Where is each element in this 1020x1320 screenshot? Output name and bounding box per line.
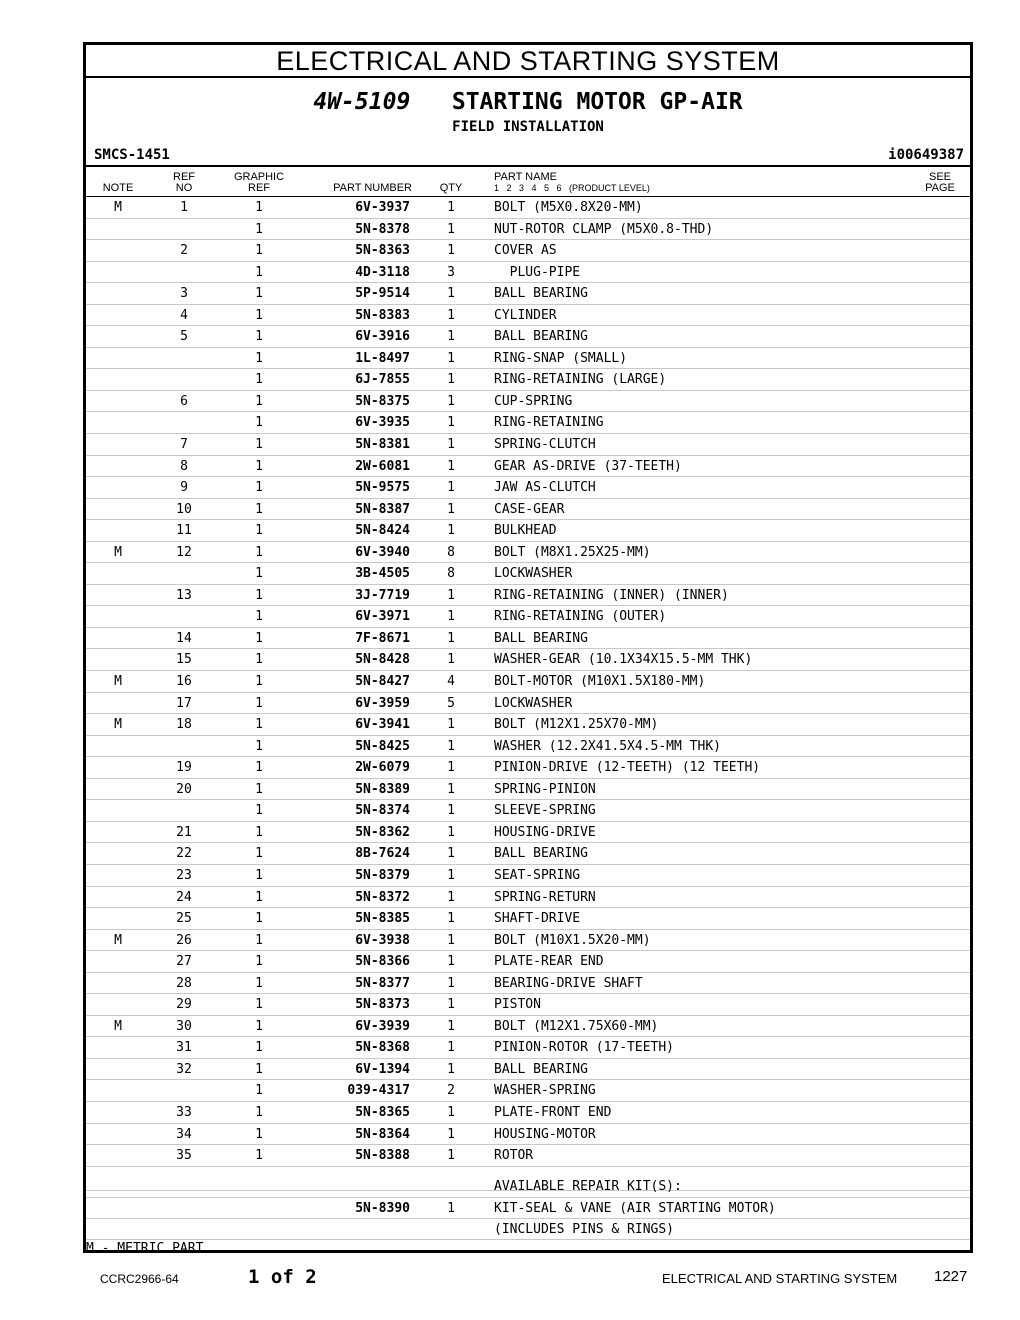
graphic-ref-cell: 1 (255, 200, 263, 215)
group-name: STARTING MOTOR GP-AIR (451, 89, 743, 115)
part-number-cell: 6J-7855 (355, 372, 410, 388)
part-name-cell: PINION-DRIVE (12-TEETH) (12 TEETH) (494, 760, 761, 776)
graphic-ref-cell: 1 (255, 350, 263, 366)
footer-page-number: 1227 (934, 1268, 968, 1285)
part-number-cell: 5N-8383 (355, 307, 410, 323)
part-name-cell: BOLT-MOTOR (M10X1.5X180-MM) (494, 674, 706, 690)
ref-no-cell: 28 (176, 975, 192, 991)
ref-no-cell: 29 (176, 997, 192, 1013)
illustration-id: i00649387 (888, 147, 964, 163)
table-row (86, 585, 970, 607)
ref-no-cell: 16 (176, 674, 192, 690)
part-number-cell: 6V-1394 (355, 1061, 410, 1077)
part-number-cell: 5N-8385 (355, 911, 410, 927)
qty-cell: 1 (447, 1148, 455, 1164)
part-name-cell: CUP-SPRING (494, 393, 573, 409)
part-number-cell: 6V-3971 (355, 609, 410, 625)
part-number-cell: 5P-9514 (355, 286, 410, 302)
part-number-cell: 5N-8427 (355, 674, 410, 690)
graphic-ref-cell: 1 (255, 911, 263, 927)
footer-doc-code: CCRC2966-64 (100, 1272, 179, 1286)
table-row (86, 412, 970, 434)
part-number-cell: 5N-8362 (355, 824, 410, 840)
qty-cell: 1 (447, 803, 455, 819)
ref-no-cell: 17 (176, 695, 192, 711)
col-header-qty: QTY (439, 182, 463, 194)
part-number-cell: 039-4317 (347, 1083, 410, 1099)
qty-cell: 1 (447, 652, 455, 668)
part-name-cell: GEAR AS-DRIVE (37-TEETH) (494, 458, 682, 474)
part-name-cell: ROTOR (494, 1148, 534, 1164)
ref-no-cell: 7 (180, 437, 188, 453)
table-row (86, 240, 970, 262)
qty-cell: 1 (447, 1126, 455, 1142)
graphic-ref-cell: 1 (255, 609, 263, 625)
qty-cell: 1 (447, 717, 455, 733)
part-number-cell: 3B-4505 (355, 566, 410, 582)
part-number-cell: 2W-6079 (355, 760, 410, 776)
qty-cell: 1 (447, 975, 455, 991)
ref-no-cell: 15 (176, 652, 192, 668)
table-row (86, 326, 970, 348)
qty-cell: 1 (447, 587, 455, 603)
graphic-ref-cell: 1 (255, 437, 263, 453)
part-name-cell: BALL BEARING (494, 286, 588, 302)
graphic-ref-cell: 1 (255, 1040, 263, 1056)
part-name-cell: RING-SNAP (SMALL) (494, 350, 628, 366)
qty-cell: 8 (447, 566, 455, 582)
table-row (86, 305, 970, 327)
ref-no-cell: 25 (176, 911, 192, 927)
table-row (86, 822, 970, 844)
part-number-cell: 5N-8425 (355, 738, 410, 754)
col-header-ref: REF NO (173, 171, 195, 194)
table-row (86, 391, 970, 413)
table-row (86, 649, 970, 671)
ref-no-cell: 14 (176, 630, 192, 646)
part-number-cell: 5N-8387 (355, 501, 410, 517)
graphic-ref-cell: 1 (255, 975, 263, 991)
part-number-cell: 5N-8372 (355, 889, 410, 905)
ref-no-cell: 19 (176, 760, 192, 776)
graphic-ref-cell: 1 (255, 415, 263, 431)
part-name-cell: HOUSING-MOTOR (494, 1126, 596, 1142)
col-header-note: NOTE (102, 182, 134, 194)
note-cell: M (114, 717, 122, 733)
table-row (86, 994, 970, 1016)
graphic-ref-cell: 1 (255, 480, 263, 496)
repair-kit-row (86, 1198, 970, 1219)
part-name-cell: PLATE-FRONT END (494, 1104, 612, 1120)
qty-cell: 1 (447, 997, 455, 1013)
part-number-cell: 5N-8424 (355, 523, 410, 539)
col-header-part-number: PART NUMBER (333, 182, 412, 194)
table-row (86, 219, 970, 241)
graphic-ref-cell: 1 (255, 760, 263, 776)
part-name-cell: RING-RETAINING (LARGE) (494, 372, 667, 388)
product-level-label: 1 2 3 4 5 6 (PRODUCT LEVEL) (494, 183, 650, 193)
table-row (86, 477, 970, 499)
ref-no-cell: 12 (176, 544, 192, 560)
graphic-ref-cell: 1 (255, 932, 263, 948)
graphic-ref-cell: 1 (255, 243, 263, 259)
qty-cell: 1 (447, 501, 455, 517)
part-name-cell: SLEEVE-SPRING (494, 803, 596, 819)
part-number-cell: 8B-7624 (355, 846, 410, 862)
part-number-cell: 5N-8365 (355, 1104, 410, 1120)
qty-cell: 1 (447, 609, 455, 625)
part-name-cell: RING-RETAINING (494, 415, 604, 431)
parts-list-frame (83, 42, 973, 1256)
ref-no-cell: 9 (180, 480, 188, 496)
graphic-ref-cell: 1 (255, 846, 263, 862)
qty-cell: 1 (447, 372, 455, 388)
qty-cell: 1 (447, 1104, 455, 1120)
table-row (86, 843, 970, 865)
table-row (86, 930, 970, 952)
qty-cell: 1 (447, 867, 455, 883)
table-row (86, 520, 970, 542)
table-row (86, 693, 970, 715)
part-name-cell: SPRING-PINION (494, 781, 596, 797)
table-row (86, 369, 970, 391)
table-row (86, 283, 970, 305)
part-name-cell: NUT-ROTOR CLAMP (M5X0.8-THD) (494, 221, 714, 237)
qty-cell: 1 (447, 781, 455, 797)
col-header-see-page: SEE PAGE (925, 171, 955, 194)
table-row (86, 973, 970, 995)
qty-cell: 1 (447, 200, 455, 215)
table-row (86, 1080, 970, 1102)
part-number-cell: 5N-8375 (355, 393, 410, 409)
graphic-ref-cell: 1 (255, 544, 263, 560)
table-row (86, 951, 970, 973)
qty-cell: 1 (447, 221, 455, 237)
graphic-ref-cell: 1 (255, 674, 263, 690)
qty-cell: 1 (447, 911, 455, 927)
table-row (86, 628, 970, 650)
table-row (86, 434, 970, 456)
graphic-ref-cell: 1 (255, 587, 263, 603)
part-name-cell: HOUSING-DRIVE (494, 824, 596, 840)
ref-no-cell: 34 (176, 1126, 192, 1142)
qty-cell: 1 (447, 760, 455, 776)
col-header-graphic-ref: GRAPHIC REF (233, 171, 285, 194)
graphic-ref-cell: 1 (255, 1083, 263, 1099)
part-name-cell: SPRING-RETURN (494, 889, 596, 905)
table-row (86, 1059, 970, 1081)
part-number-cell: 5N-8379 (355, 867, 410, 883)
qty-cell: 4 (447, 674, 455, 690)
ref-no-cell: 5 (180, 329, 188, 345)
part-name-cell: SPRING-CLUTCH (494, 437, 596, 453)
graphic-ref-cell: 1 (255, 458, 263, 474)
part-number-cell: 6V-3939 (355, 1018, 410, 1034)
qty-cell: 3 (447, 264, 455, 280)
qty-cell: 1 (447, 932, 455, 948)
part-number-cell: 5N-8388 (355, 1148, 410, 1164)
table-row (86, 779, 970, 801)
part-name-cell: BALL BEARING (494, 846, 588, 862)
ref-no-cell: 21 (176, 824, 192, 840)
ref-no-cell: 18 (176, 717, 192, 733)
repair-kit-part-number: 5N-8390 (355, 1201, 410, 1216)
qty-cell: 8 (447, 544, 455, 560)
graphic-ref-cell: 1 (255, 717, 263, 733)
part-number-cell: 6V-3937 (355, 200, 410, 215)
part-name-cell: SEAT-SPRING (494, 867, 581, 883)
graphic-ref-cell: 1 (255, 1018, 263, 1034)
part-name-cell: PINION-ROTOR (17-TEETH) (494, 1040, 675, 1056)
ref-no-cell: 11 (176, 523, 192, 539)
ref-no-cell: 26 (176, 932, 192, 948)
qty-cell: 1 (447, 415, 455, 431)
graphic-ref-cell: 1 (255, 867, 263, 883)
table-row (86, 757, 970, 779)
graphic-ref-cell: 1 (255, 738, 263, 754)
graphic-ref-cell: 1 (255, 221, 263, 237)
part-number-cell: 6V-3916 (355, 329, 410, 345)
graphic-ref-cell: 1 (255, 997, 263, 1013)
table-row (86, 671, 970, 693)
part-name-cell: LOCKWASHER (494, 695, 573, 711)
part-number-cell: 5N-8389 (355, 781, 410, 797)
part-name-cell: CYLINDER (494, 307, 557, 323)
graphic-ref-cell: 1 (255, 954, 263, 970)
part-number-cell: 5N-9575 (355, 480, 410, 496)
ref-no-cell: 8 (180, 458, 188, 474)
graphic-ref-cell: 1 (255, 393, 263, 409)
parts-table-body (86, 197, 970, 1167)
note-cell: M (114, 674, 122, 690)
qty-cell: 1 (447, 393, 455, 409)
graphic-ref-cell: 1 (255, 286, 263, 302)
qty-cell: 1 (447, 1040, 455, 1056)
part-number-cell: 5N-8364 (355, 1126, 410, 1142)
ref-no-cell: 20 (176, 781, 192, 797)
graphic-ref-cell: 1 (255, 329, 263, 345)
ref-no-cell: 1 (180, 200, 188, 215)
ref-no-cell: 4 (180, 307, 188, 323)
ref-no-cell: 24 (176, 889, 192, 905)
repair-kit-heading: AVAILABLE REPAIR KIT(S): (494, 1179, 682, 1194)
part-name-cell: BOLT (M12X1.75X60-MM) (494, 1018, 659, 1034)
ref-no-cell: 35 (176, 1148, 192, 1164)
smcs-code: SMCS-1451 (94, 147, 170, 163)
part-number-cell: 4D-3118 (355, 264, 410, 280)
table-row (86, 1145, 970, 1167)
part-name-cell: RING-RETAINING (INNER) (INNER) (494, 587, 729, 603)
part-name-cell: BOLT (M8X1.25X25-MM) (494, 544, 651, 560)
ref-no-cell: 3 (180, 286, 188, 302)
repair-kit-includes: (INCLUDES PINS & RINGS) (494, 1222, 675, 1237)
note-cell: M (114, 544, 122, 560)
part-name-cell: BALL BEARING (494, 1061, 588, 1077)
part-name-cell: JAW AS-CLUTCH (494, 480, 596, 496)
graphic-ref-cell: 1 (255, 523, 263, 539)
footer-section-name: ELECTRICAL AND STARTING SYSTEM (662, 1271, 898, 1286)
part-number-cell: 2W-6081 (355, 458, 410, 474)
part-number-cell: 5N-8363 (355, 243, 410, 259)
graphic-ref-cell: 1 (255, 1126, 263, 1142)
qty-cell: 1 (447, 243, 455, 259)
part-name-cell: BALL BEARING (494, 329, 588, 345)
col-header-part-name: PART NAME 1 2 3 4 5 6 (PRODUCT LEVEL) (494, 171, 650, 193)
part-name-cell: BALL BEARING (494, 630, 588, 646)
group-number: 4W-5109 (313, 89, 411, 115)
qty-cell: 1 (447, 458, 455, 474)
table-row (86, 908, 970, 930)
qty-cell: 1 (447, 286, 455, 302)
table-row (86, 736, 970, 758)
graphic-ref-cell: 1 (255, 307, 263, 323)
table-row (86, 499, 970, 521)
part-name-cell: WASHER-SPRING (494, 1083, 596, 1099)
metric-part-note: M - METRIC PART (86, 1241, 204, 1256)
qty-cell: 1 (447, 1018, 455, 1034)
graphic-ref-cell: 1 (255, 372, 263, 388)
part-number-cell: 5N-8368 (355, 1040, 410, 1056)
graphic-ref-cell: 1 (255, 264, 263, 280)
footer-page-of: 1 of 2 (248, 1266, 317, 1288)
ref-no-cell: 30 (176, 1018, 192, 1034)
part-number-cell: 5N-8374 (355, 803, 410, 819)
part-name-cell: COVER AS (494, 243, 557, 259)
part-number-cell: 5N-8428 (355, 652, 410, 668)
qty-cell: 5 (447, 695, 455, 711)
table-row (86, 1124, 970, 1146)
repair-kit-heading-row (86, 1170, 970, 1194)
part-name-cell: WASHER (12.2X41.5X4.5-MM THK) (494, 738, 721, 754)
qty-cell: 1 (447, 307, 455, 323)
part-name-cell: WASHER-GEAR (10.1X34X15.5-MM THK) (494, 652, 753, 668)
section-title: ELECTRICAL AND STARTING SYSTEM (86, 45, 970, 78)
part-number-cell: 5N-8373 (355, 997, 410, 1013)
table-row (86, 1102, 970, 1124)
table-row (86, 800, 970, 822)
qty-cell: 1 (447, 846, 455, 862)
ref-no-cell: 23 (176, 867, 192, 883)
table-row (86, 542, 970, 564)
ref-no-cell: 2 (180, 243, 188, 259)
group-heading (86, 89, 970, 115)
ref-no-cell: 10 (176, 501, 192, 517)
part-name-cell: PLUG-PIPE (494, 264, 581, 280)
qty-cell: 1 (447, 350, 455, 366)
part-number-cell: 7F-8671 (355, 630, 410, 646)
ref-no-cell: 22 (176, 846, 192, 862)
graphic-ref-cell: 1 (255, 566, 263, 582)
repair-kit-includes-row (86, 1219, 970, 1240)
repair-kit-name: KIT-SEAL & VANE (AIR STARTING MOTOR) (494, 1201, 776, 1216)
qty-cell: 1 (447, 738, 455, 754)
qty-cell: 1 (447, 1061, 455, 1077)
part-number-cell: 6V-3938 (355, 932, 410, 948)
graphic-ref-cell: 1 (255, 781, 263, 797)
ref-no-cell: 33 (176, 1104, 192, 1120)
graphic-ref-cell: 1 (255, 1148, 263, 1164)
table-row (86, 348, 970, 370)
ref-no-cell: 13 (176, 587, 192, 603)
part-name-cell: BULKHEAD (494, 523, 557, 539)
table-row (86, 887, 970, 909)
part-number-cell: 6V-3959 (355, 695, 410, 711)
table-row (86, 714, 970, 736)
qty-cell: 2 (447, 1083, 455, 1099)
qty-cell: 1 (447, 630, 455, 646)
part-number-cell: 5N-8378 (355, 221, 410, 237)
part-name-cell: CASE-GEAR (494, 501, 565, 517)
part-number-cell: 6V-3935 (355, 415, 410, 431)
header-rule (86, 165, 970, 167)
graphic-ref-cell: 1 (255, 652, 263, 668)
qty-cell: 1 (447, 824, 455, 840)
table-row (86, 456, 970, 478)
qty-cell: 1 (447, 889, 455, 905)
part-number-cell: 6V-3940 (355, 544, 410, 560)
repair-kit-qty: 1 (447, 1201, 455, 1216)
repair-kit-section (86, 1170, 970, 1240)
table-row (86, 197, 970, 219)
ref-no-cell: 31 (176, 1040, 192, 1056)
graphic-ref-cell: 1 (255, 1104, 263, 1120)
ref-no-cell: 27 (176, 954, 192, 970)
part-name-cell: PLATE-REAR END (494, 954, 604, 970)
ref-no-cell: 32 (176, 1061, 192, 1077)
part-name-cell: BOLT (M5X0.8X20-MM) (494, 200, 643, 215)
graphic-ref-cell: 1 (255, 630, 263, 646)
graphic-ref-cell: 1 (255, 803, 263, 819)
part-number-cell: 5N-8381 (355, 437, 410, 453)
graphic-ref-cell: 1 (255, 824, 263, 840)
qty-cell: 1 (447, 480, 455, 496)
part-number-cell: 1L-8497 (355, 350, 410, 366)
part-number-cell: 5N-8366 (355, 954, 410, 970)
part-name-cell: SHAFT-DRIVE (494, 911, 581, 927)
qty-cell: 1 (447, 329, 455, 345)
part-number-cell: 3J-7719 (355, 587, 410, 603)
part-number-cell: 5N-8377 (355, 975, 410, 991)
graphic-ref-cell: 1 (255, 889, 263, 905)
ref-no-cell: 6 (180, 393, 188, 409)
table-row (86, 563, 970, 585)
note-cell: M (114, 200, 122, 215)
part-name-cell: LOCKWASHER (494, 566, 573, 582)
graphic-ref-cell: 1 (255, 695, 263, 711)
table-row (86, 262, 970, 284)
part-name-cell: BEARING-DRIVE SHAFT (494, 975, 643, 991)
part-number-cell: 6V-3941 (355, 717, 410, 733)
table-row (86, 606, 970, 628)
graphic-ref-cell: 1 (255, 501, 263, 517)
table-row (86, 865, 970, 887)
part-name-cell: BOLT (M12X1.25X70-MM) (494, 717, 659, 733)
table-row (86, 1037, 970, 1059)
graphic-ref-cell: 1 (255, 1061, 263, 1077)
table-row (86, 1016, 970, 1038)
note-cell: M (114, 1018, 122, 1034)
part-name-cell: RING-RETAINING (OUTER) (494, 609, 667, 625)
qty-cell: 1 (447, 437, 455, 453)
qty-cell: 1 (447, 954, 455, 970)
qty-cell: 1 (447, 523, 455, 539)
note-cell: M (114, 932, 122, 948)
part-name-cell: PISTON (494, 997, 541, 1013)
part-name-cell: BOLT (M10X1.5X20-MM) (494, 932, 651, 948)
group-subtitle: FIELD INSTALLATION (452, 119, 604, 135)
